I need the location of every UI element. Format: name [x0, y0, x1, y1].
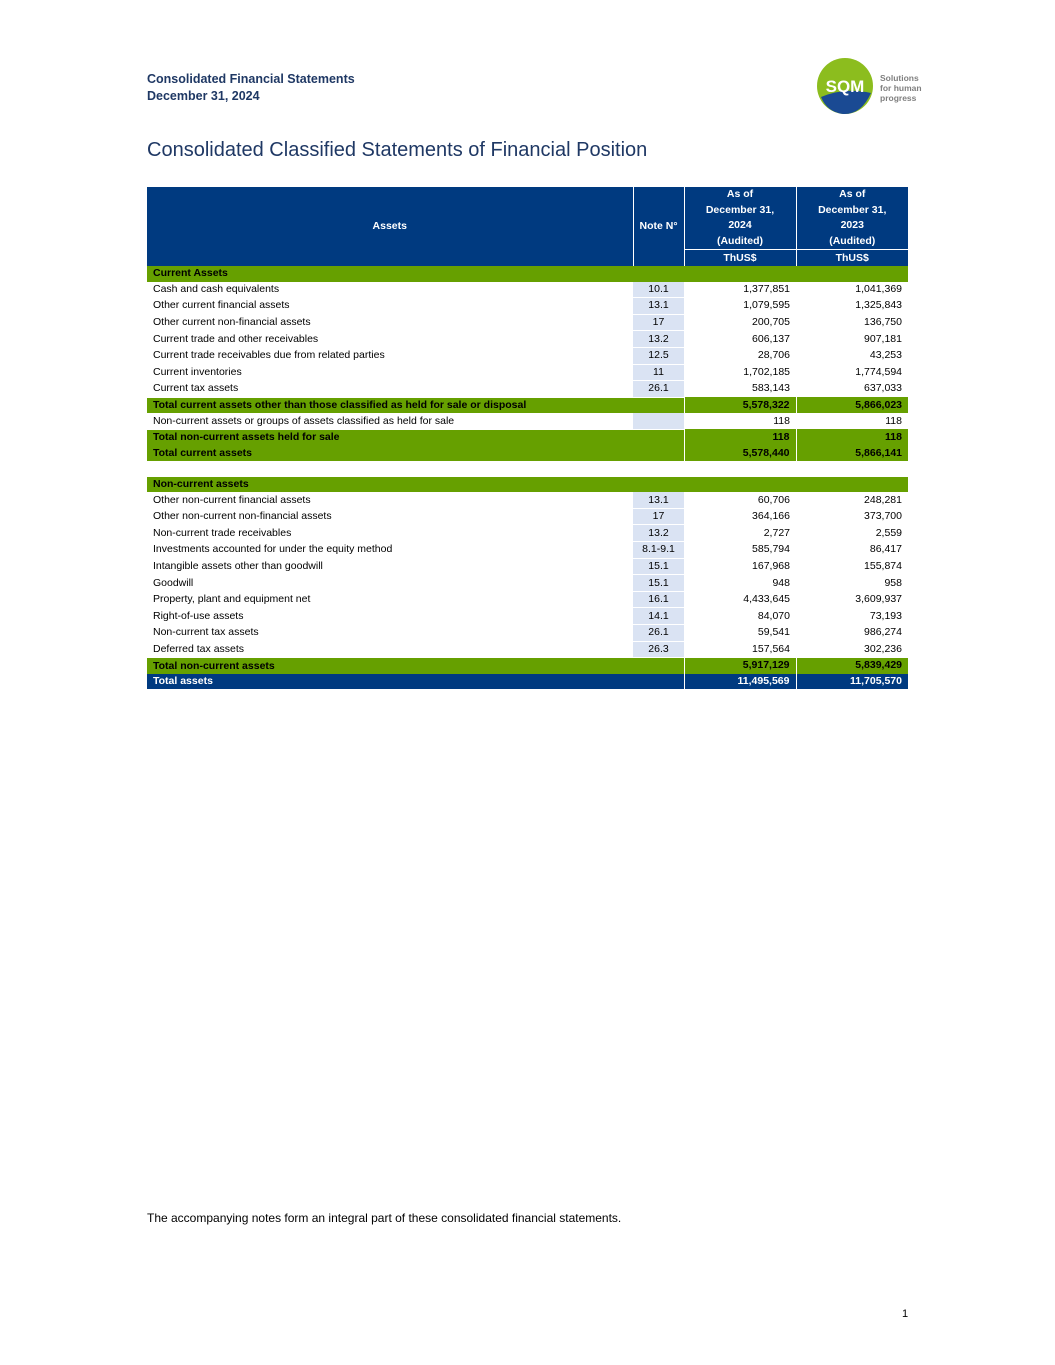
row-value-2023: 86,417	[869, 543, 902, 556]
row-value-2024: 585,794	[752, 543, 790, 556]
row-label: Deferred tax assets	[153, 642, 245, 655]
row-value-2023: 1,325,843	[855, 299, 902, 312]
subtotal-2023: 5,866,141	[796, 446, 908, 462]
row-label: Cash and cash equivalents	[153, 283, 280, 296]
row-label: Intangible assets other than goodwill	[153, 559, 323, 572]
row-label: Non-current tax assets	[153, 626, 259, 639]
subtotal-2023: 5,866,023	[796, 397, 908, 413]
row-value-2023: 248,281	[864, 493, 902, 506]
row-value-2024: 2,727	[763, 526, 790, 539]
subtotal-label: Total current assets	[147, 446, 684, 462]
row-note: 12.5	[633, 347, 684, 364]
subtotal-label: Total current assets other than those classified as held for sale or disposal	[147, 397, 684, 413]
row-label: Non-current assets or groups of assets classified as held for sale	[153, 414, 455, 427]
col-2024-line3: 2024	[684, 218, 796, 234]
row-value-2023: 986,274	[864, 626, 902, 639]
financial-position-table	[147, 187, 908, 689]
col-2023-line3: 2023	[796, 218, 908, 234]
row-label: Current trade and other receivables	[153, 332, 319, 345]
subtotal-row	[147, 397, 908, 413]
row-label: Right-of-use assets	[153, 609, 244, 622]
row-value-2024: 84,070	[757, 609, 790, 622]
row-label: Other non-current non-financial assets	[153, 510, 332, 523]
row-value-2024: 948	[772, 576, 790, 589]
row-note: 8.1-9.1	[633, 542, 684, 559]
subtotal-2023: 118	[796, 429, 908, 445]
logo-tagline-3: progress	[880, 93, 917, 103]
statement-title: Consolidated Classified Statements of Financial Position	[147, 139, 648, 161]
row-value-2023: 1,774,594	[855, 365, 902, 378]
row-value-2023: 2,559	[875, 526, 902, 539]
logo-brand: SQM	[825, 77, 865, 96]
table-row	[147, 575, 908, 592]
row-value-2024: 157,564	[752, 642, 790, 655]
col-2023-line4: (Audited)	[796, 234, 908, 250]
row-value-2024: 118	[773, 414, 790, 427]
row-value-2024: 167,968	[752, 559, 790, 572]
subtotal-row	[147, 429, 908, 445]
row-label: Other current non-financial assets	[153, 316, 311, 329]
row-label: Investments accounted for under the equity method	[153, 543, 393, 556]
row-note: 13.1	[633, 492, 684, 508]
row-value-2023: 637,033	[864, 382, 902, 395]
table-row	[147, 558, 908, 575]
col-header-note: Note N°	[633, 187, 684, 266]
row-note: 26.3	[633, 641, 684, 658]
row-value-2023: 907,181	[864, 332, 902, 345]
table-row	[147, 298, 908, 315]
row-label: Non-current trade receivables	[153, 526, 292, 539]
section-current-assets: Current Assets	[147, 266, 908, 282]
row-label: Property, plant and equipment net	[153, 593, 311, 606]
row-value-2023: 1,041,369	[855, 283, 902, 296]
row-note: 26.1	[633, 381, 684, 398]
row-value-2023: 73,193	[869, 609, 902, 622]
logo-tagline-2: for human	[880, 83, 922, 93]
row-note: 17	[633, 508, 684, 525]
row-value-2023: 373,700	[864, 510, 902, 523]
table-row	[147, 591, 908, 608]
row-note: 13.2	[633, 331, 684, 348]
section-noncurrent-assets: Non-current assets	[147, 477, 908, 493]
row-note: 11	[633, 364, 684, 381]
row-note	[633, 413, 684, 429]
row-note: 15.1	[633, 575, 684, 592]
table-row	[147, 331, 908, 348]
table-row	[147, 641, 908, 658]
row-note: 10.1	[633, 282, 684, 298]
row-note: 16.1	[633, 591, 684, 608]
logo-tagline-1: Solutions	[880, 73, 919, 83]
row-value-2024: 4,433,645	[743, 593, 790, 606]
subtotal-label: Total non-current assets	[147, 658, 684, 674]
row-value-2024: 59,541	[757, 626, 790, 639]
total-noncurrent-assets-row	[147, 658, 908, 674]
row-note: 15.1	[633, 558, 684, 575]
row-label: Current tax assets	[153, 382, 239, 395]
col-2023-line2: December 31,	[796, 203, 908, 219]
row-note: 14.1	[633, 608, 684, 625]
report-header	[147, 71, 355, 105]
row-label: Goodwill	[153, 576, 194, 589]
col-2024-line4: (Audited)	[684, 234, 796, 250]
col-2023-line1: As of	[796, 187, 908, 203]
report-header-date: December 31, 2024	[147, 89, 260, 103]
row-value-2024: 583,143	[752, 382, 790, 395]
sqm-logo	[815, 57, 930, 117]
row-value-2023: 958	[884, 576, 902, 589]
table-row	[147, 381, 908, 398]
row-value-2024: 1,702,185	[743, 365, 790, 378]
subtotal-2024: 5,917,129	[684, 658, 796, 674]
page-number: 1	[902, 1308, 909, 1320]
row-label: Other current financial assets	[153, 299, 290, 312]
row-label: Current trade receivables due from related parties	[153, 349, 385, 362]
col-2024-line2: December 31,	[684, 203, 796, 219]
total-current-assets-row	[147, 446, 908, 462]
subtotal-2024: 5,578,322	[684, 397, 796, 413]
total-assets-2024: 11,495,569	[684, 674, 796, 690]
row-value-2024: 606,137	[752, 332, 790, 345]
col-2024-line1: As of	[684, 187, 796, 203]
table-row	[147, 347, 908, 364]
row-value-2024: 1,377,851	[743, 283, 790, 296]
row-note: 26.1	[633, 625, 684, 642]
row-value-2024: 200,705	[752, 316, 790, 329]
row-value-2023: 155,874	[864, 559, 902, 572]
subtotal-label: Total non-current assets held for sale	[147, 429, 684, 445]
table-row	[147, 492, 908, 508]
row-value-2024: 28,706	[757, 349, 790, 362]
subtotal-2023: 5,839,429	[796, 658, 908, 674]
total-assets-row	[147, 674, 908, 690]
table-row	[147, 282, 908, 298]
row-value-2024: 364,166	[752, 510, 790, 523]
footnote: The accompanying notes form an integral part of these consolidated financial statements.	[147, 1211, 622, 1225]
row-value-2023: 3,609,937	[855, 593, 902, 606]
table-row	[147, 314, 908, 331]
col-2023-unit: ThUS$	[796, 250, 908, 266]
row-note: 13.2	[633, 525, 684, 542]
row-value-2023: 118	[885, 414, 902, 427]
col-header-assets: Assets	[147, 187, 633, 266]
table-row	[147, 508, 908, 525]
row-value-2023: 43,253	[869, 349, 902, 362]
total-assets-label: Total assets	[147, 674, 684, 690]
row-note: 17	[633, 314, 684, 331]
table-row	[147, 625, 908, 642]
table-row	[147, 608, 908, 625]
row-value-2024: 1,079,595	[743, 299, 790, 312]
table-row	[147, 413, 908, 429]
row-value-2024: 60,706	[757, 493, 790, 506]
subtotal-2024: 5,578,440	[684, 446, 796, 462]
table-row	[147, 542, 908, 559]
report-header-title: Consolidated Financial Statements	[147, 72, 355, 86]
col-2024-unit: ThUS$	[684, 250, 796, 266]
total-assets-2023: 11,705,570	[796, 674, 908, 690]
table-row	[147, 525, 908, 542]
row-note: 13.1	[633, 298, 684, 315]
table-row	[147, 364, 908, 381]
row-label: Current inventories	[153, 365, 242, 378]
row-value-2023: 302,236	[864, 642, 902, 655]
row-value-2023: 136,750	[864, 316, 902, 329]
row-label: Other non-current financial assets	[153, 493, 311, 506]
subtotal-2024: 118	[684, 429, 796, 445]
